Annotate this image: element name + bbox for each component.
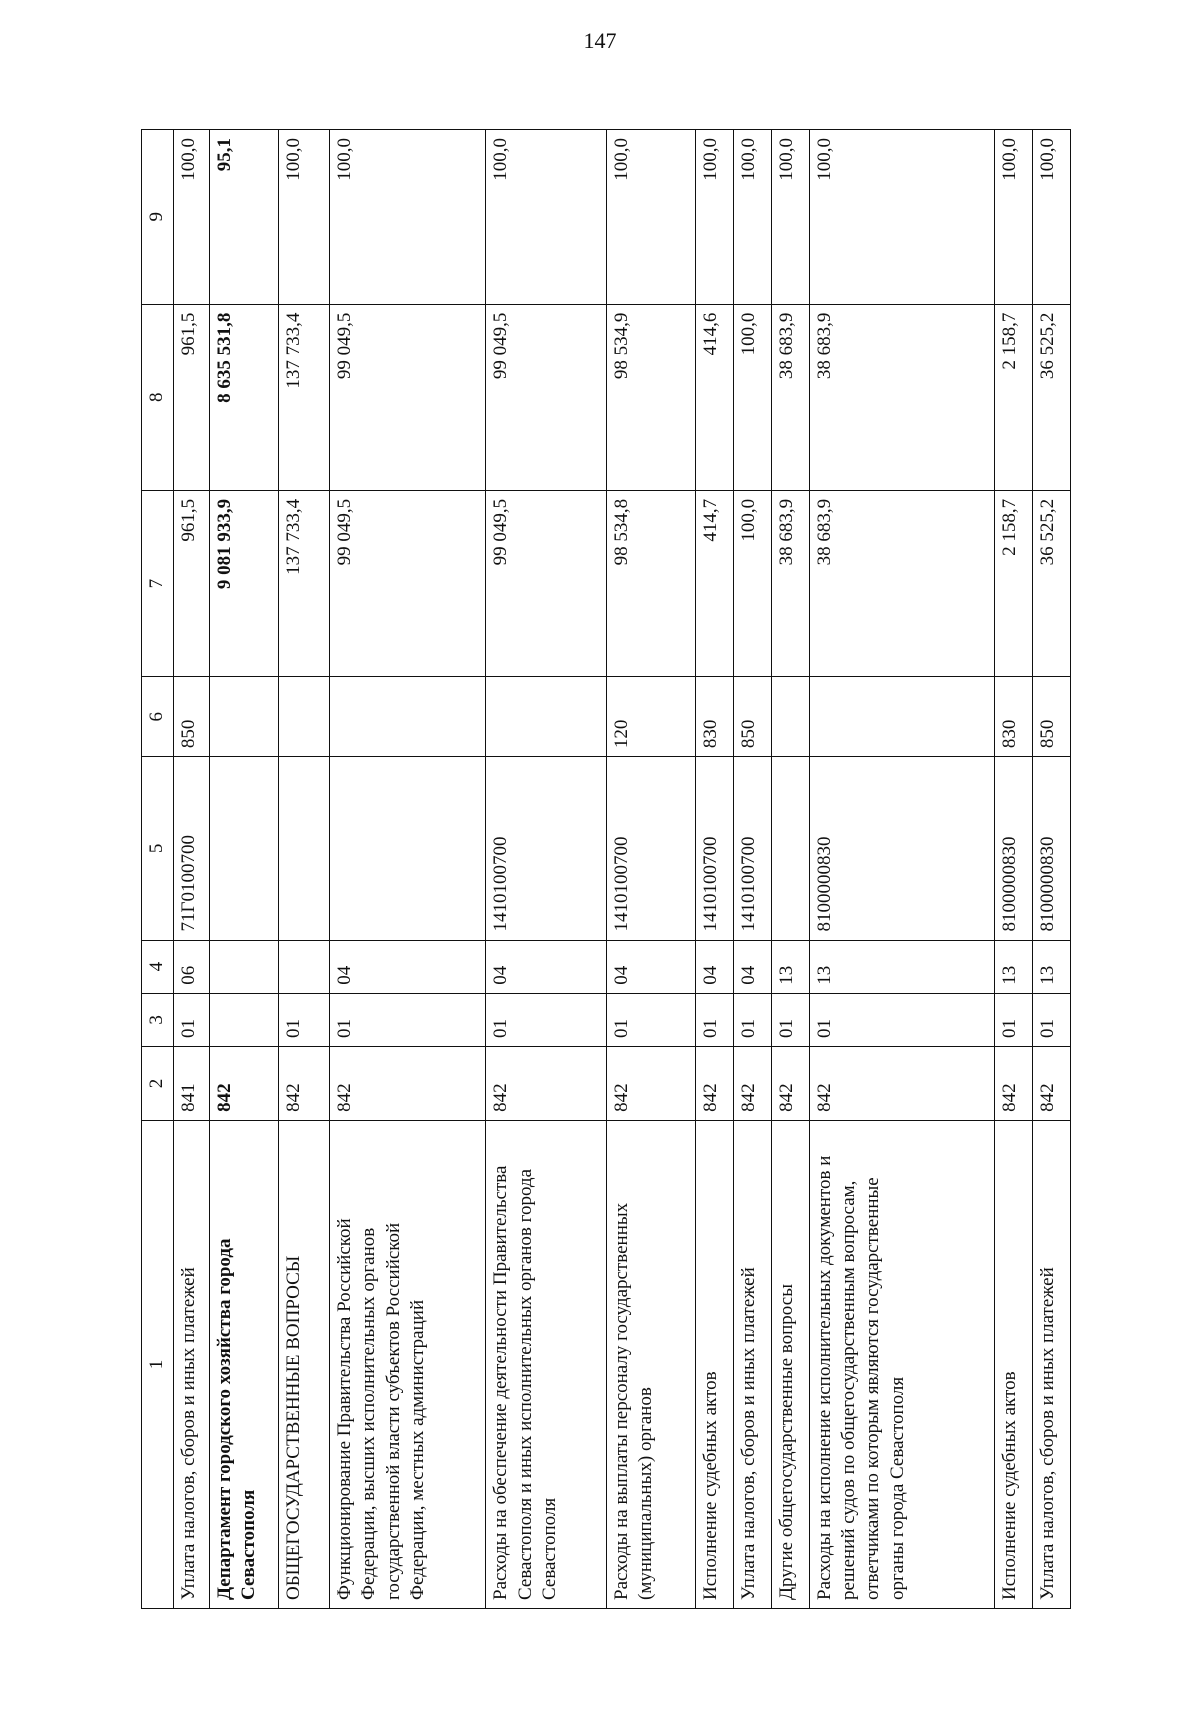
cell-col-9: 100,0 xyxy=(771,130,809,305)
cell-col-2: 842 xyxy=(486,1046,606,1120)
cell-col-6 xyxy=(330,677,486,757)
table-body xyxy=(174,130,1071,1609)
table-row xyxy=(330,130,486,1609)
cell-col-5: 8100000830 xyxy=(995,757,1033,940)
cell-col-7: 414,7 xyxy=(696,490,734,676)
cell-col-9: 95,1 xyxy=(209,130,278,305)
cell-col-6: 830 xyxy=(696,677,734,757)
cell-col-5: 8100000830 xyxy=(1032,757,1070,940)
cell-col-3: 01 xyxy=(809,993,994,1046)
cell-col-5: 1410100700 xyxy=(696,757,734,940)
cell-col-9: 100,0 xyxy=(809,130,994,305)
cell-col-4: 13 xyxy=(809,940,994,993)
row-label: Исполнение судебных актов xyxy=(995,1120,1033,1608)
cell-col-5: 1410100700 xyxy=(734,757,772,940)
cell-col-5 xyxy=(209,757,278,940)
cell-col-7: 100,0 xyxy=(734,490,772,676)
page-number: 147 xyxy=(583,28,617,53)
column-header-3: 3 xyxy=(142,993,174,1046)
row-label: Департамент городского хозяйства города Севастополя xyxy=(209,1120,278,1608)
cell-col-7: 137 733,4 xyxy=(278,490,329,676)
cell-col-4: 13 xyxy=(1032,940,1070,993)
row-label: Расходы на обеспечение деятельности Правительства Севастополя и иных исполнительных органов города Севастополя xyxy=(486,1120,606,1608)
table-row xyxy=(174,130,210,1609)
cell-col-5: 71Г0100700 xyxy=(174,757,210,940)
cell-col-9: 100,0 xyxy=(486,130,606,305)
cell-col-3: 01 xyxy=(606,993,695,1046)
cell-col-6 xyxy=(486,677,606,757)
row-label: Другие общегосударственные вопросы xyxy=(771,1120,809,1608)
cell-col-5: 1410100700 xyxy=(606,757,695,940)
cell-col-8: 100,0 xyxy=(734,304,772,490)
row-label: Исполнение судебных актов xyxy=(696,1120,734,1608)
cell-col-2: 841 xyxy=(174,1046,210,1120)
cell-col-7: 961,5 xyxy=(174,490,210,676)
column-header-8: 8 xyxy=(142,304,174,490)
cell-col-6 xyxy=(209,677,278,757)
cell-col-6: 850 xyxy=(174,677,210,757)
cell-col-4: 13 xyxy=(771,940,809,993)
cell-col-3: 01 xyxy=(734,993,772,1046)
cell-col-7: 98 534,8 xyxy=(606,490,695,676)
cell-col-3: 01 xyxy=(771,993,809,1046)
cell-col-5 xyxy=(278,757,329,940)
cell-col-8: 8 635 531,8 xyxy=(209,304,278,490)
table-row xyxy=(995,130,1033,1609)
table-row xyxy=(734,130,772,1609)
cell-col-8: 961,5 xyxy=(174,304,210,490)
cell-col-4: 13 xyxy=(995,940,1033,993)
cell-col-9: 100,0 xyxy=(278,130,329,305)
cell-col-9: 100,0 xyxy=(174,130,210,305)
cell-col-4: 06 xyxy=(174,940,210,993)
cell-col-3: 01 xyxy=(330,993,486,1046)
row-label: Уплата налогов, сборов и иных платежей xyxy=(734,1120,772,1608)
cell-col-7: 99 049,5 xyxy=(330,490,486,676)
cell-col-7: 36 525,2 xyxy=(1032,490,1070,676)
cell-col-4: 04 xyxy=(734,940,772,993)
budget-table xyxy=(141,129,1071,1609)
table-row xyxy=(771,130,809,1609)
cell-col-8: 99 049,5 xyxy=(486,304,606,490)
cell-col-3: 01 xyxy=(174,993,210,1046)
column-header-2: 2 xyxy=(142,1046,174,1120)
column-header-5: 5 xyxy=(142,757,174,940)
column-header-9: 9 xyxy=(142,130,174,305)
row-label: Уплата налогов, сборов и иных платежей xyxy=(1032,1120,1070,1608)
cell-col-7: 9 081 933,9 xyxy=(209,490,278,676)
table-row xyxy=(1032,130,1070,1609)
row-label: Уплата налогов, сборов и иных платежей xyxy=(174,1120,210,1608)
cell-col-9: 100,0 xyxy=(606,130,695,305)
cell-col-2: 842 xyxy=(809,1046,994,1120)
cell-col-5: 1410100700 xyxy=(486,757,606,940)
cell-col-2: 842 xyxy=(606,1046,695,1120)
cell-col-9: 100,0 xyxy=(734,130,772,305)
cell-col-7: 2 158,7 xyxy=(995,490,1033,676)
cell-col-2: 842 xyxy=(1032,1046,1070,1120)
cell-col-4: 04 xyxy=(330,940,486,993)
cell-col-8: 2 158,7 xyxy=(995,304,1033,490)
cell-col-6: 830 xyxy=(995,677,1033,757)
row-label: ОБЩЕГОСУДАРСТВЕННЫЕ ВОПРОСЫ xyxy=(278,1120,329,1608)
cell-col-2: 842 xyxy=(278,1046,329,1120)
row-label: Расходы на выплаты персоналу государственных (муниципальных) органов xyxy=(606,1120,695,1608)
column-header-1: 1 xyxy=(142,1120,174,1608)
cell-col-8: 98 534,9 xyxy=(606,304,695,490)
budget-table-rotated xyxy=(141,129,1071,1609)
cell-col-3: 01 xyxy=(995,993,1033,1046)
cell-col-3: 01 xyxy=(1032,993,1070,1046)
cell-col-2: 842 xyxy=(330,1046,486,1120)
cell-col-2: 842 xyxy=(734,1046,772,1120)
cell-col-8: 38 683,9 xyxy=(809,304,994,490)
cell-col-9: 100,0 xyxy=(995,130,1033,305)
cell-col-6: 850 xyxy=(1032,677,1070,757)
cell-col-8: 137 733,4 xyxy=(278,304,329,490)
cell-col-8: 414,6 xyxy=(696,304,734,490)
cell-col-6: 850 xyxy=(734,677,772,757)
cell-col-7: 38 683,9 xyxy=(809,490,994,676)
table-row xyxy=(486,130,606,1609)
cell-col-8: 99 049,5 xyxy=(330,304,486,490)
cell-col-5 xyxy=(771,757,809,940)
cell-col-5 xyxy=(330,757,486,940)
cell-col-6 xyxy=(771,677,809,757)
cell-col-9: 100,0 xyxy=(330,130,486,305)
cell-col-4 xyxy=(209,940,278,993)
cell-col-8: 38 683,9 xyxy=(771,304,809,490)
table-row xyxy=(278,130,329,1609)
cell-col-4: 04 xyxy=(606,940,695,993)
cell-col-8: 36 525,2 xyxy=(1032,304,1070,490)
cell-col-6 xyxy=(278,677,329,757)
cell-col-6 xyxy=(809,677,994,757)
row-label: Функционирование Правительства Российской Федерации, высших исполнительных органов государственной власти субъектов Российской Федерации, местных администраций xyxy=(330,1120,486,1608)
cell-col-7: 99 049,5 xyxy=(486,490,606,676)
cell-col-3: 01 xyxy=(278,993,329,1046)
cell-col-2: 842 xyxy=(209,1046,278,1120)
column-header-4: 4 xyxy=(142,940,174,993)
cell-col-2: 842 xyxy=(995,1046,1033,1120)
cell-col-2: 842 xyxy=(771,1046,809,1120)
table-header-row xyxy=(142,130,174,1609)
row-label: Расходы на исполнение исполнительных документов и решений судов по общегосударственным вопросам, ответчиками по которым являются государственные органы города Севастополя xyxy=(809,1120,994,1608)
cell-col-9: 100,0 xyxy=(696,130,734,305)
cell-col-7: 38 683,9 xyxy=(771,490,809,676)
table-row xyxy=(696,130,734,1609)
table-row xyxy=(606,130,695,1609)
cell-col-9: 100,0 xyxy=(1032,130,1070,305)
cell-col-3: 01 xyxy=(486,993,606,1046)
cell-col-6: 120 xyxy=(606,677,695,757)
cell-col-5: 8100000830 xyxy=(809,757,994,940)
column-header-7: 7 xyxy=(142,490,174,676)
cell-col-4: 04 xyxy=(696,940,734,993)
cell-col-4 xyxy=(278,940,329,993)
column-header-6: 6 xyxy=(142,677,174,757)
cell-col-4: 04 xyxy=(486,940,606,993)
table-row xyxy=(809,130,994,1609)
cell-col-3: 01 xyxy=(696,993,734,1046)
cell-col-2: 842 xyxy=(696,1046,734,1120)
cell-col-3 xyxy=(209,993,278,1046)
table-row xyxy=(209,130,278,1609)
